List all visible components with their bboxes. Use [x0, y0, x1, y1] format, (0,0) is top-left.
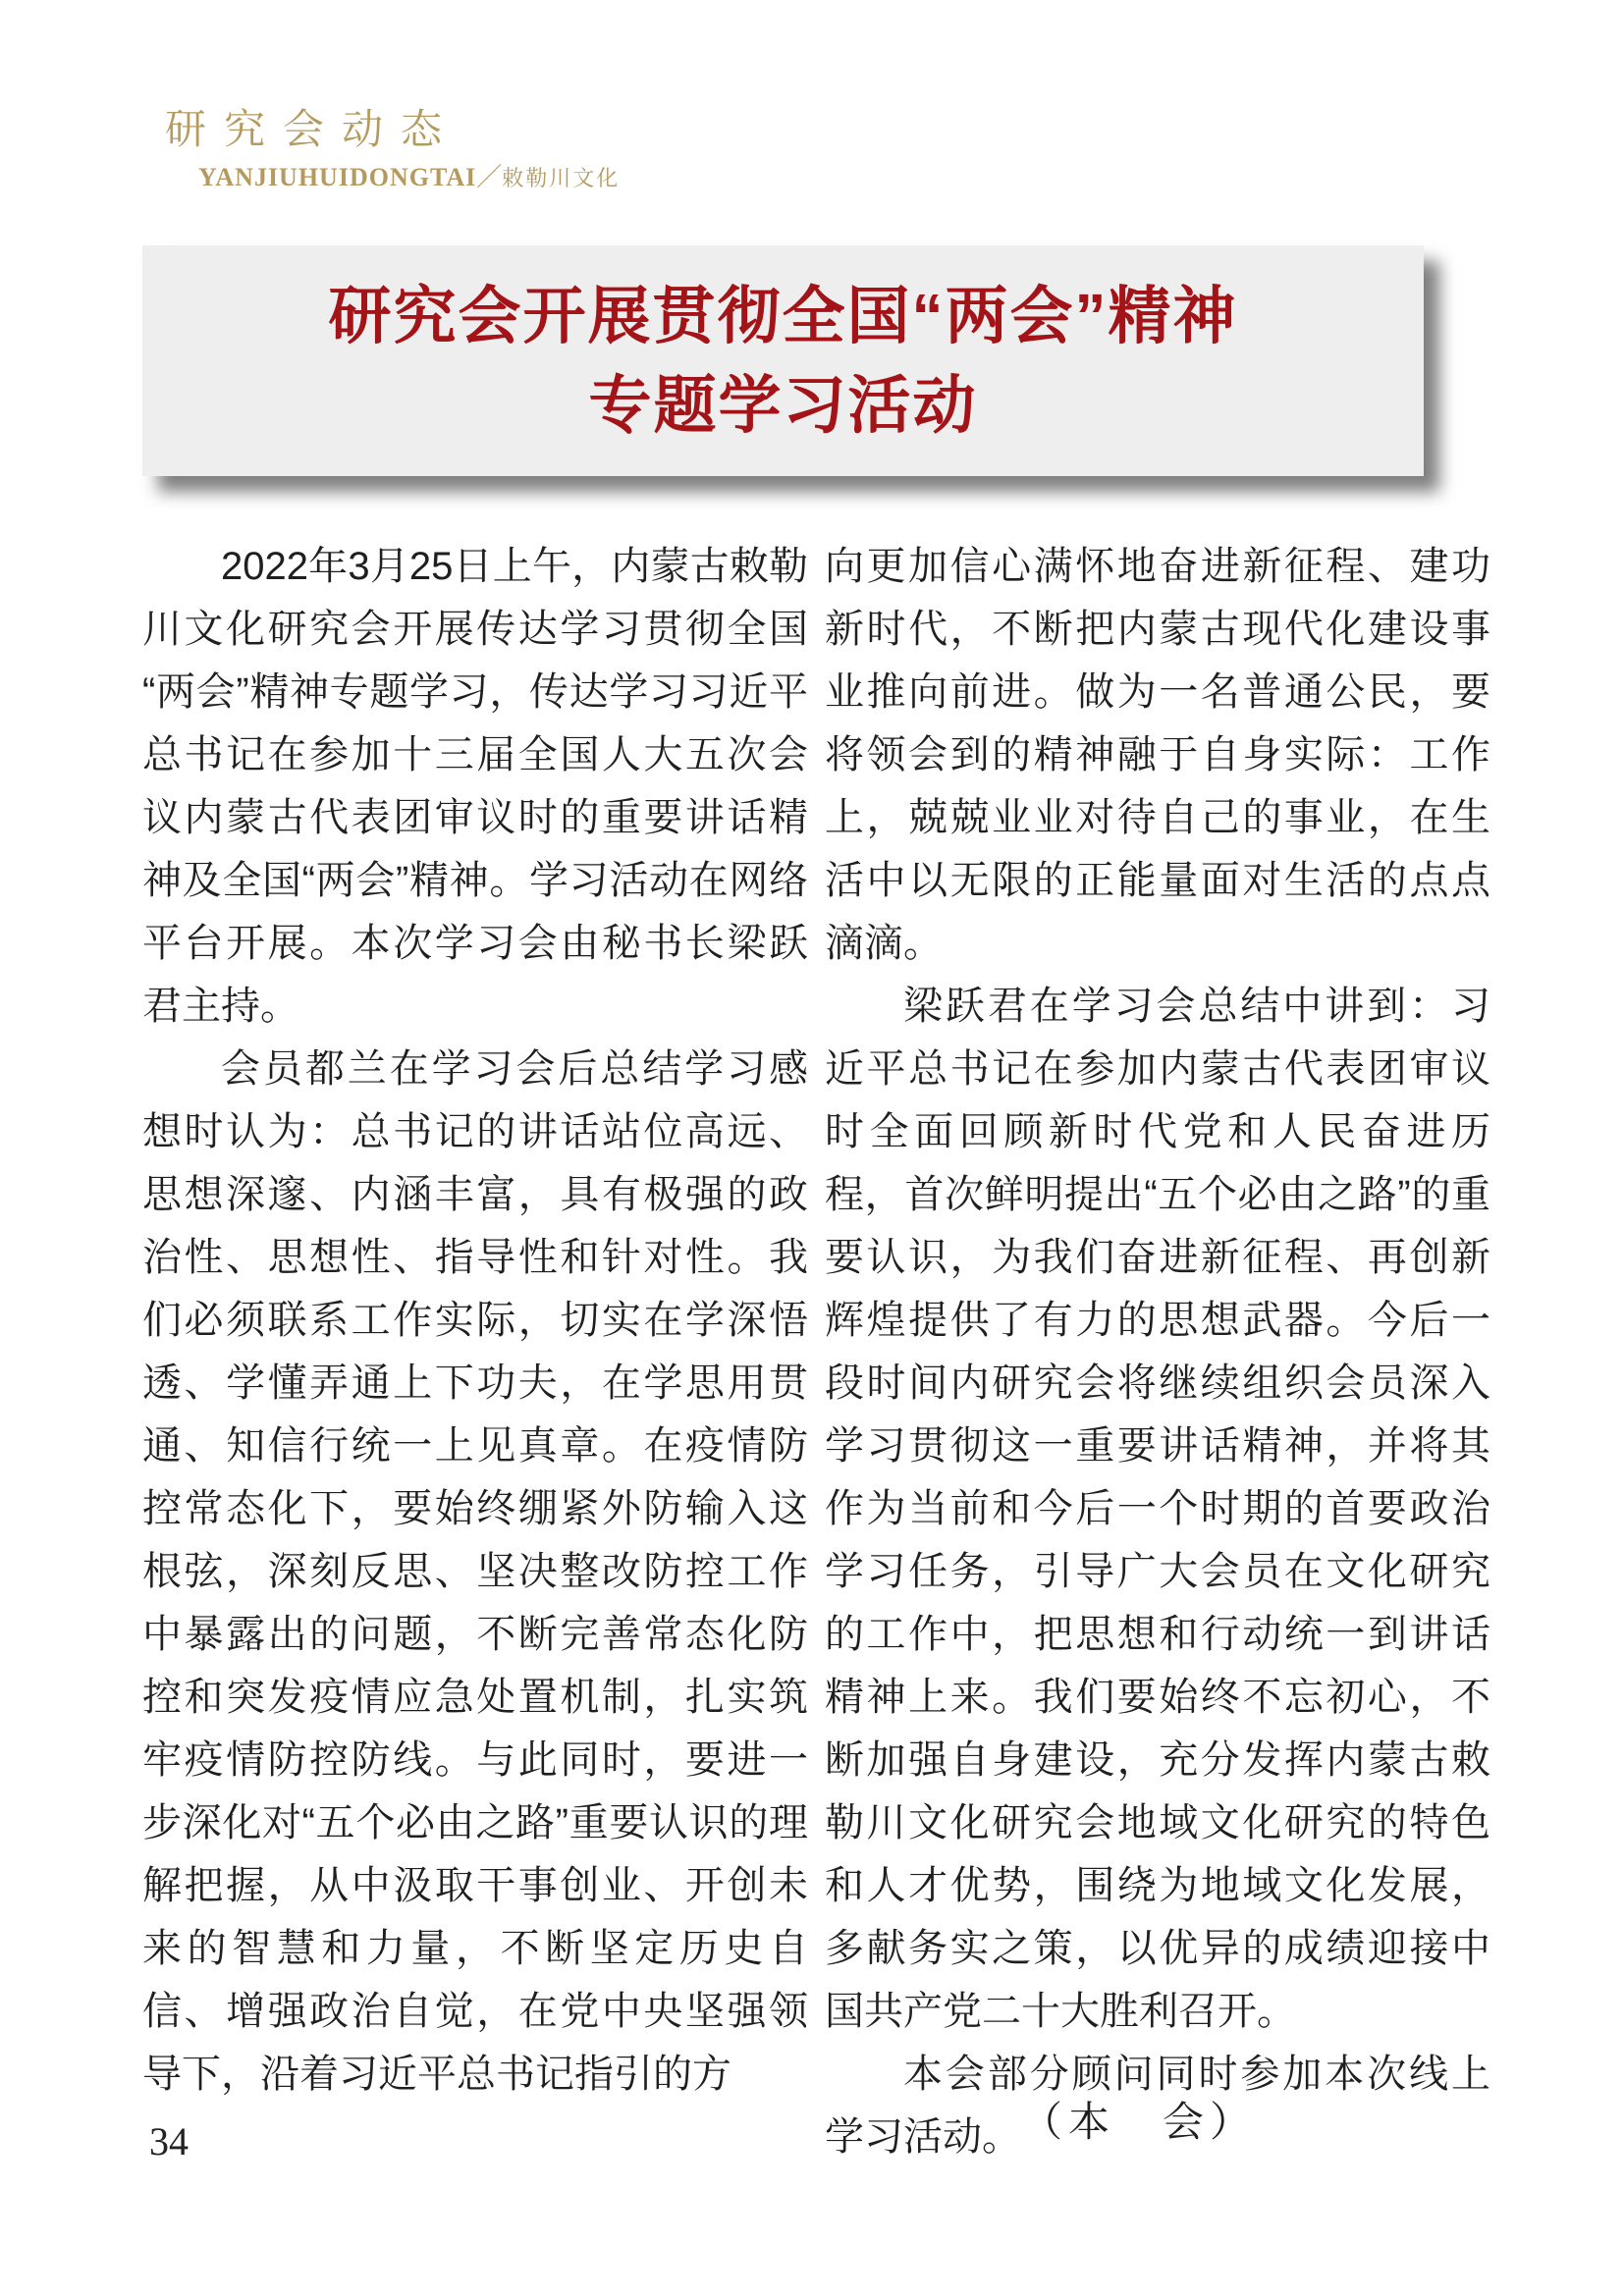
article-title-box: [142, 245, 1424, 476]
paragraph: 会员都兰在学习会后总结学习感想时认为：总书记的讲话站位高远、思想深邃、内涵丰富，具有极强的政治性、思想性、指导性和针对性。我们必须联系工作实际，切实在学深悟透、学懂弄通上下功夫，在学思用贯通、知信行统一上见真章。在疫情防控常态化下，要始终绷紧外防输入这根弦，深刻反思、坚决整改防控工作中暴露出的问题，不断完善常态化防控和突发疫情应急处置机制，扎实筑牢疫情防控防线。与此同时，要进一步深化对“五个必由之路”重要认识的理解把握，从中汲取干事创业、开创未来的智慧和力量，不断坚定历史自信、增强政治自觉，在党中央坚强领导下，沿着习近平总书记指引的方: [142, 1047, 808, 2096]
paragraph: 梁跃君在学习会总结中讲到：习近平总书记在参加内蒙古代表团审议时全面回顾新时代党和人民奋进历程，首次鲜明提出“五个必由之路”的重要认识，为我们奋进新征程、再创新辉煌提供了有力的思想武器。今后一段时间内研究会将继续组织会员深入学习贯彻这一重要讲话精神，并将其作为当前和今后一个时期的首要政治学习任务，引导广大会员在文化研究的工作中，把思想和行动统一到讲话精神上来。我们要始终不忘初心，不断加强自身建设，充分发挥内蒙古敕勒川文化研究会地域文化研究的特色和人才优势，围绕为地域文化发展，多献务实之策，以优异的成绩迎接中国共产党二十大胜利召开。: [825, 985, 1490, 2033]
article-title-line2: 专题学习活动: [588, 369, 978, 441]
body-column-right: [825, 535, 1490, 2159]
page-number: 34: [149, 2119, 189, 2163]
paragraph: 向更加信心满怀地奋进新征程、建功新时代，不断把内蒙古现代化建设事业推向前进。做为一名普通公民，要将领会到的精神融于自身实际：工作上，兢兢业业对待自己的事业，在生活中以无限的正能量面对生活的点点滴滴。: [825, 545, 1490, 965]
subtitle-separator: ／: [476, 163, 503, 191]
article-byline: （本 会）: [1020, 2101, 1257, 2146]
section-subtitle: [198, 165, 620, 190]
article-title: [329, 272, 1238, 451]
section-subtitle-chinese: 敕勒川文化: [502, 166, 621, 190]
paragraph: 2022年3月25日上午，内蒙古敕勒川文化研究会开展传达学习贯彻全国“两会”精神专题学习，传达学习习近平总书记在参加十三届全国人大五次会议内蒙古代表团审议时的重要讲话精神及全国“两会”精神。学习活动在网络平台开展。本次学习会由秘书长梁跃君主持。: [142, 545, 808, 1028]
section-subtitle-latin: YANJIUHUIDONGTAI: [198, 163, 477, 191]
paragraph: 本会部分顾问同时参加本次线上学习活动。: [825, 2053, 1490, 2159]
section-title: 研究会动态: [165, 108, 460, 153]
body-column-left: [142, 535, 808, 2106]
article-title-line1: 研究会开展贯彻全国“两会”精神: [328, 280, 1238, 351]
